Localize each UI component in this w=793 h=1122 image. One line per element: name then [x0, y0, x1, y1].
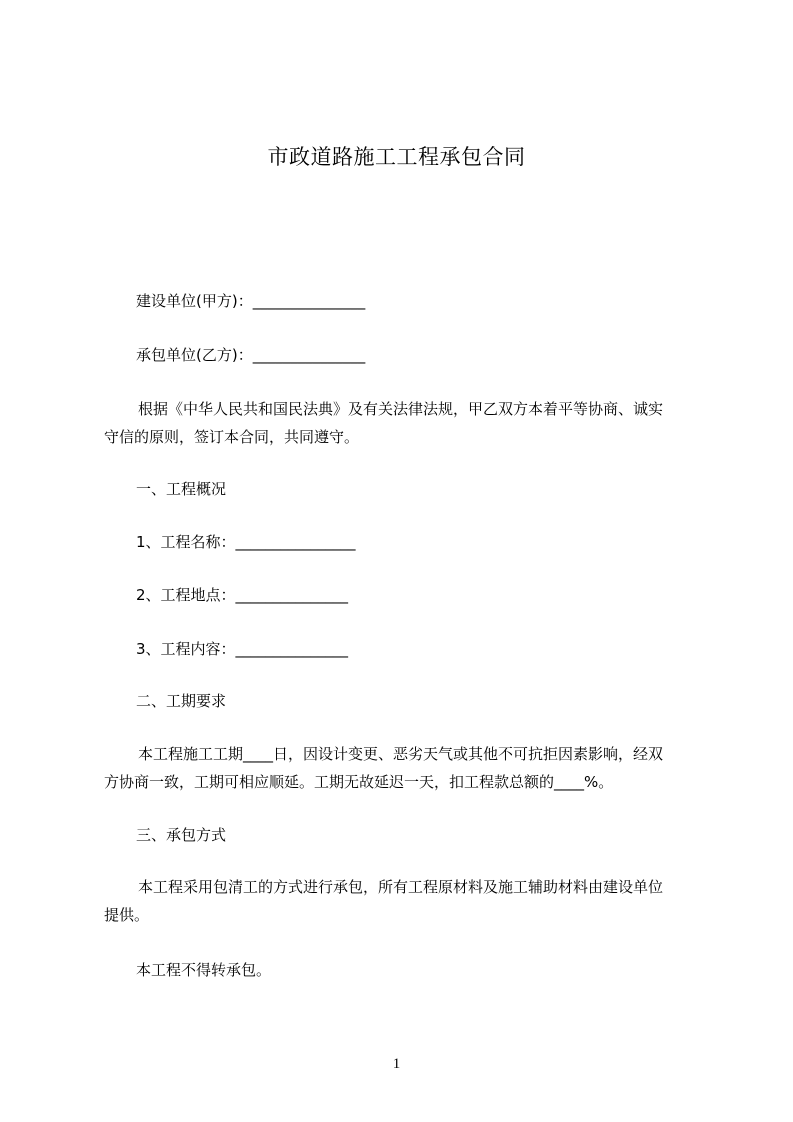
preamble-line-1: 根据《中华人民共和国民法典》及有关法律法规，甲乙双方本着平等协商、诚实 — [138, 400, 664, 418]
preamble-line-2: 守信的原则，签订本合同，共同遵守。 — [104, 428, 360, 446]
section-heading-contract-method: 三、承包方式 — [136, 826, 227, 844]
contract-method-line-2: 提供。 — [104, 906, 150, 924]
contract-method-paragraph — [104, 873, 702, 929]
section-heading-schedule: 二、工期要求 — [136, 692, 227, 710]
party-b-line: 承包单位(乙方)：_______________ — [136, 346, 366, 364]
project-content-line: 3、工程内容：_______________ — [136, 640, 349, 658]
section-heading-project-overview: 一、工程概况 — [136, 480, 227, 498]
document-title: 市政道路施工工程承包合同 — [267, 145, 526, 169]
schedule-line-2: 方协商一致，工期可相应顺延。工期无故延迟一天，扣工程款总额的____%。 — [104, 773, 614, 791]
no-subcontract-line: 本工程不得转承包。 — [136, 961, 272, 979]
party-a-line: 建设单位(甲方)：_______________ — [136, 292, 366, 310]
schedule-line-1: 本工程施工工期____日，因设计变更、恶劣天气或其他不可抗拒因素影响，经双 — [138, 745, 664, 763]
schedule-paragraph — [104, 740, 702, 796]
page-number: 1 — [392, 1056, 401, 1072]
contract-method-line-1: 本工程采用包清工的方式进行承包，所有工程原材料及施工辅助材料由建设单位 — [138, 878, 664, 896]
project-location-line: 2、工程地点：_______________ — [136, 586, 349, 604]
project-name-line: 1、工程名称：________________ — [136, 533, 356, 551]
preamble-paragraph — [104, 395, 702, 451]
